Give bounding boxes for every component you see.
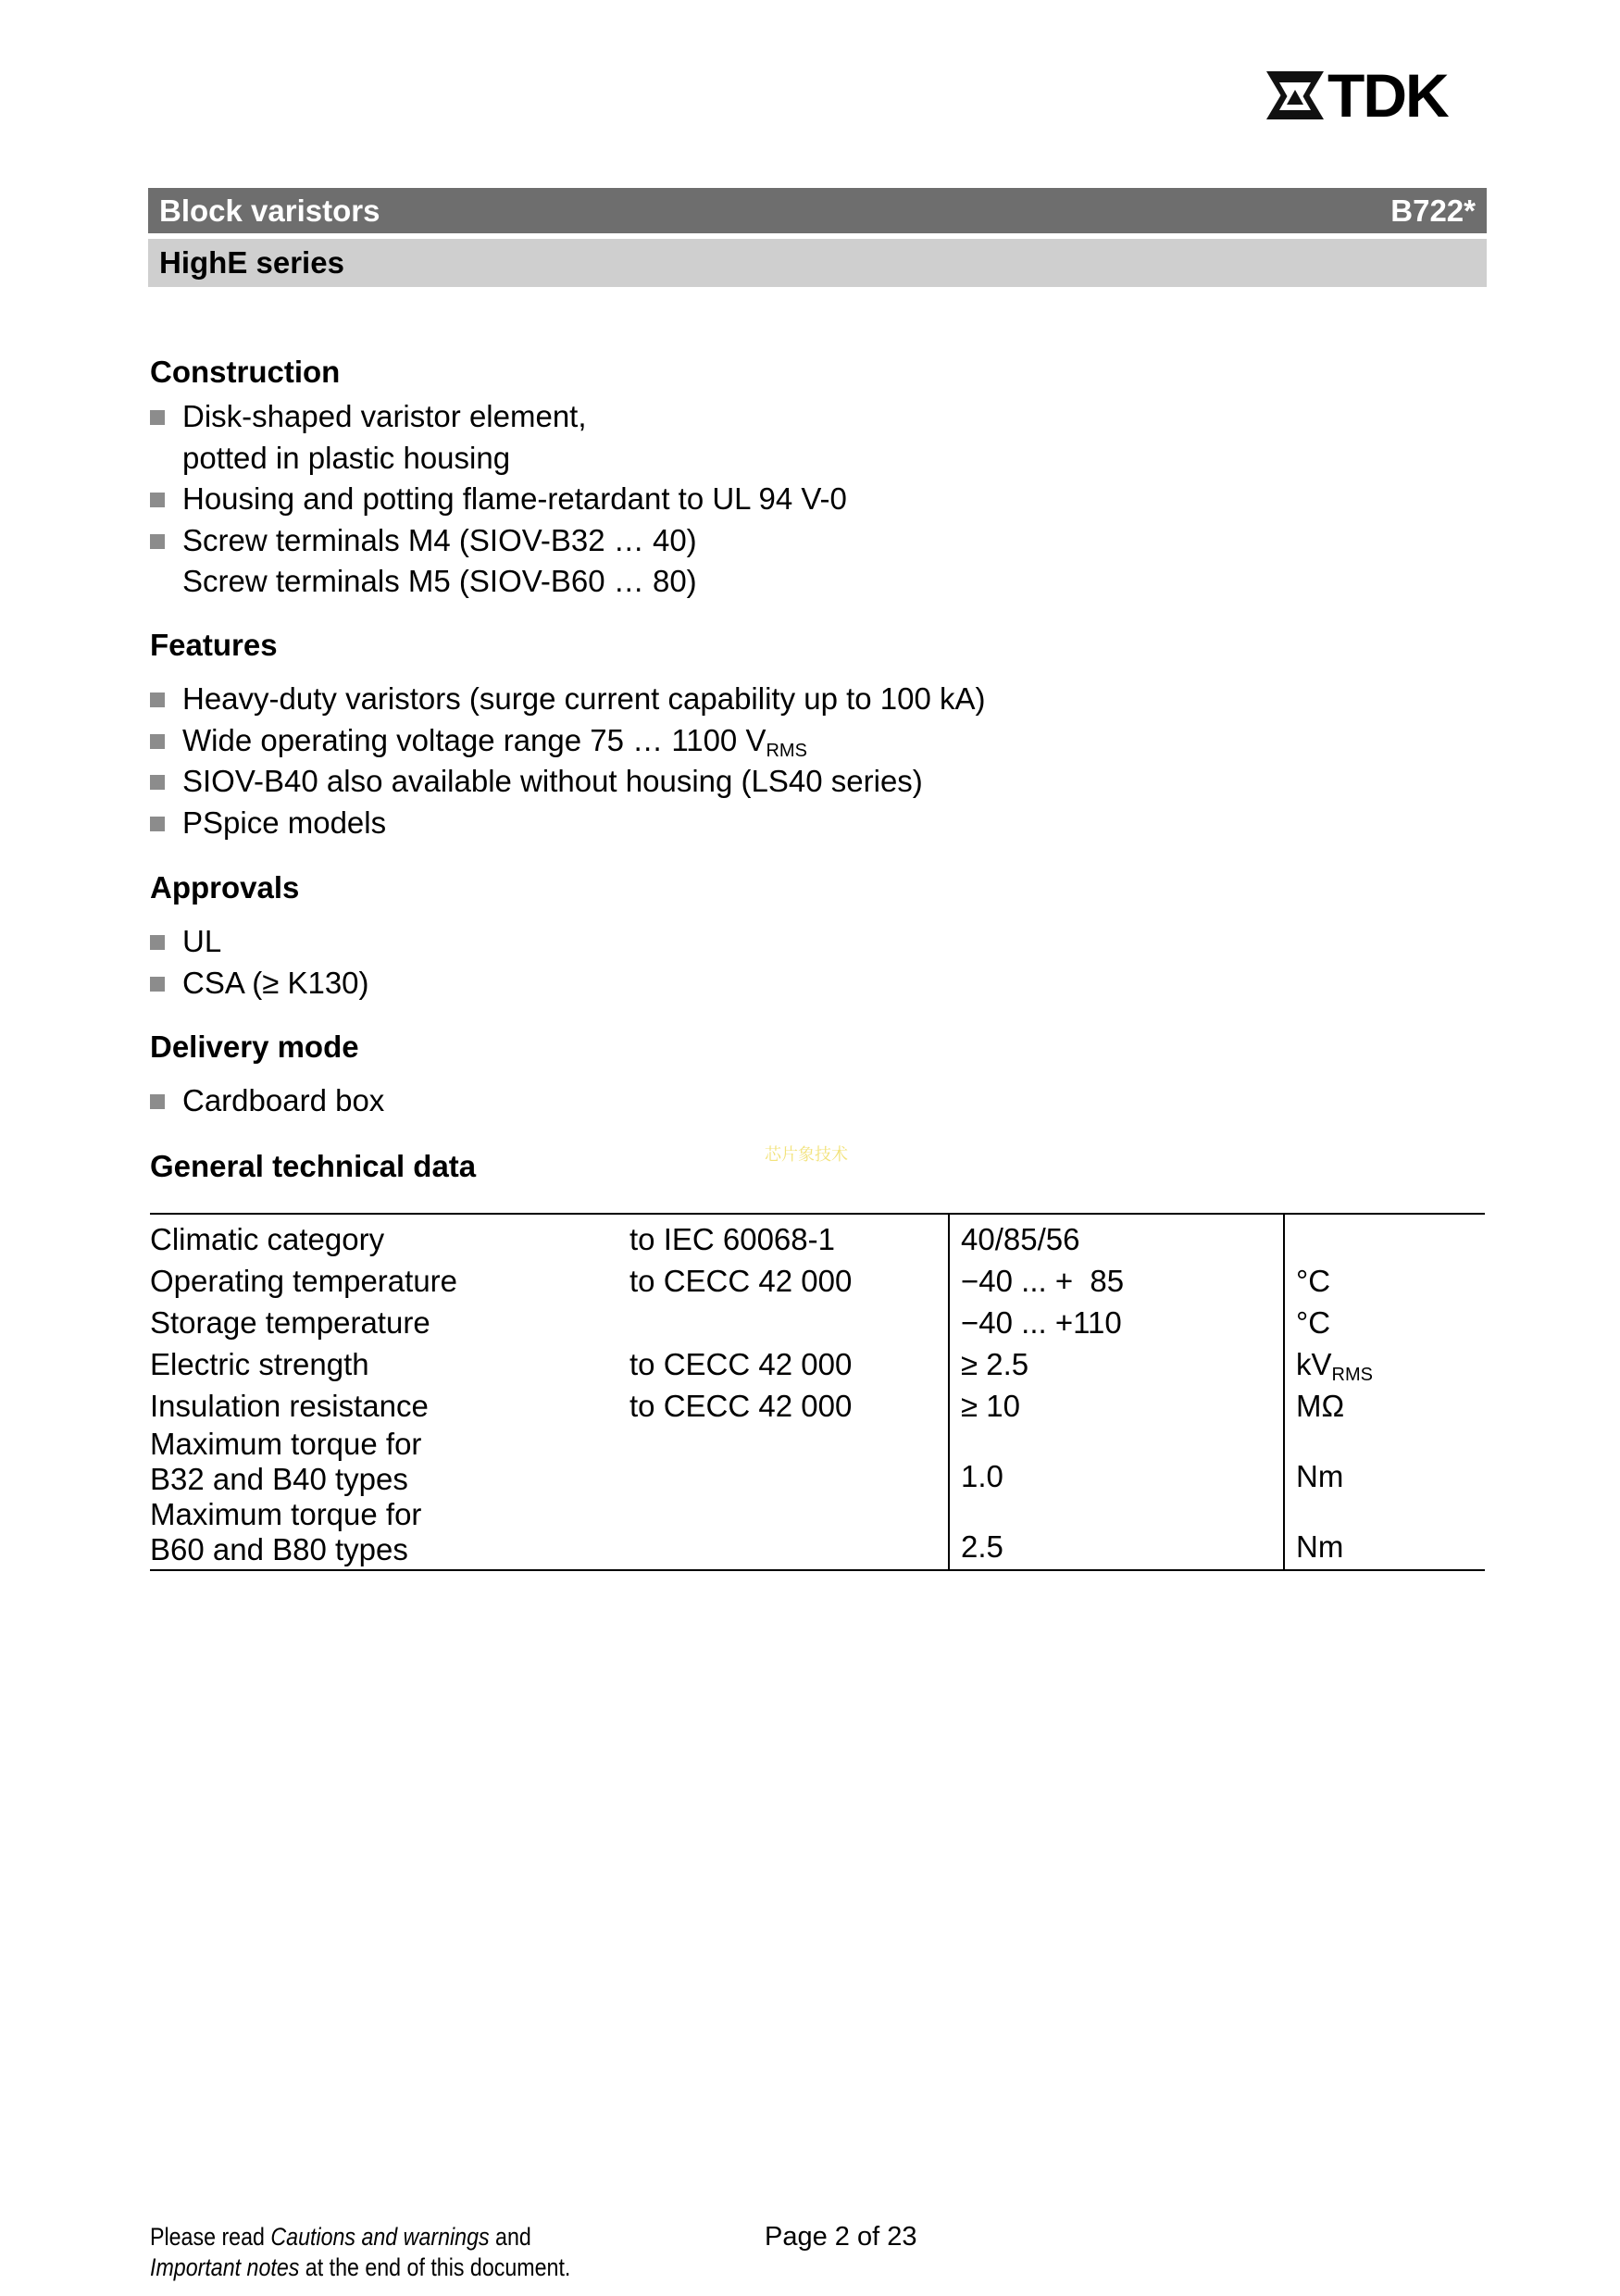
watermark: 芯片象技术 [765,1145,848,1164]
list-item-text: Heavy-duty varistors (surge current capability up to 100 kA) [182,681,986,716]
table-row [150,1497,1485,1570]
tdk-star-icon [1265,69,1326,121]
list-item-text: CSA (≥ K130) [182,965,369,1000]
features-list [150,679,1353,843]
construction-list [150,396,1353,603]
list-item [150,720,1353,762]
construction-section [150,352,1353,603]
cautions-link-text: Cautions and warnings [270,2223,490,2251]
cell-standard [629,1497,949,1570]
title-band [148,188,1487,233]
cell-unit: $kV_{RMS}$ [1296,1347,1373,1385]
series-title: HighE series [159,245,344,280]
list-item [150,1080,1353,1122]
approvals-section [150,867,1353,1004]
general-heading: General technical data [150,1149,477,1183]
cell-value: −40 ... + 85 [949,1260,1284,1302]
delivery-heading: Delivery mode [150,1029,359,1064]
table-row [150,1302,1485,1343]
list-item [150,396,1353,479]
table-row [150,1343,1485,1385]
logo-text: TDK [1327,61,1448,130]
cell-standard [629,1302,949,1343]
list-item [150,921,1353,963]
table-row [150,1385,1485,1427]
list-item-text: Cardboard box [182,1083,385,1117]
table-row [150,1260,1485,1302]
rms-subscript: RMS [766,740,807,761]
list-item-text: Screw terminals M4 (SIOV-B32 … 40) [182,522,697,557]
cell-param: Maximum torque for B60 and B80 types [150,1497,422,1566]
list-item-text: potted in plastic housing [182,440,511,475]
cell-value: ≥ 2.5 [949,1343,1284,1385]
cell-param: Climatic category [150,1222,385,1256]
list-item [150,963,1353,1004]
table-row [150,1427,1485,1497]
cell-value: 2.5 [949,1497,1284,1570]
cell-unit: °C [1296,1305,1331,1340]
cell-unit [1284,1214,1485,1260]
cell-unit: °C [1296,1264,1331,1298]
list-item-text: PSpice models [182,805,387,840]
cell-standard: to IEC 60068-1 [629,1222,835,1256]
band-code: B722* [1390,193,1476,228]
cell-unit: MΩ [1296,1389,1345,1423]
delivery-list [150,1080,1353,1122]
list-item-text: SIOV-B40 also available without housing (LS40 series) [182,764,923,798]
approvals-list [150,921,1353,1004]
cell-standard: to CECC 42 000 [629,1347,853,1381]
cell-value: 1.0 [949,1427,1284,1497]
cell-value: 40/85/56 [949,1214,1284,1260]
list-item [150,479,1353,520]
footer-note: Please read Cautions and warnings and Important notes at the end of this document. [150,2223,571,2281]
approvals-heading: Approvals [150,870,300,905]
list-item [150,761,1353,803]
cell-param: Insulation resistance [150,1389,429,1423]
cell-value: −40 ... +110 [949,1302,1284,1343]
list-item-text: UL [182,924,222,958]
series-band [148,239,1487,287]
list-item-text: Disk-shaped varistor element, [182,399,587,433]
delivery-section [150,1027,1353,1122]
cell-unit: Nm [1296,1459,1344,1493]
cell-unit: Nm [1296,1529,1344,1564]
list-item-text: Screw terminals M5 (SIOV-B60 … 80) [182,564,697,598]
general-section [150,1146,1353,1191]
important-notes-text: Important notes [150,2253,300,2281]
list-item [150,520,1353,603]
cell-standard: to CECC 42 000 [629,1264,853,1298]
list-item-text: Housing and potting flame-retardant to UL 94 V-0 [182,481,847,516]
technical-data-table [150,1213,1485,1571]
construction-heading: Construction [150,355,341,389]
features-heading: Features [150,628,278,662]
band-title: Block varistors [159,193,380,228]
cell-param: Storage temperature [150,1305,430,1340]
cell-param: Maximum torque for B32 and B40 types [150,1427,422,1496]
list-item-text: Wide operating voltage range 75 … 1100 V [182,722,766,757]
cell-standard [629,1427,949,1497]
features-section [150,625,1353,843]
tdk-logo [1265,61,1448,130]
cell-standard: to CECC 42 000 [629,1389,853,1423]
list-item [150,679,1353,720]
table-row [150,1214,1485,1260]
page-number: Page 2 of 23 [765,2222,917,2252]
list-item [150,803,1353,844]
cell-value: ≥ 10 [949,1385,1284,1427]
cell-param: Operating temperature [150,1264,458,1298]
cell-param: Electric strength [150,1347,369,1381]
